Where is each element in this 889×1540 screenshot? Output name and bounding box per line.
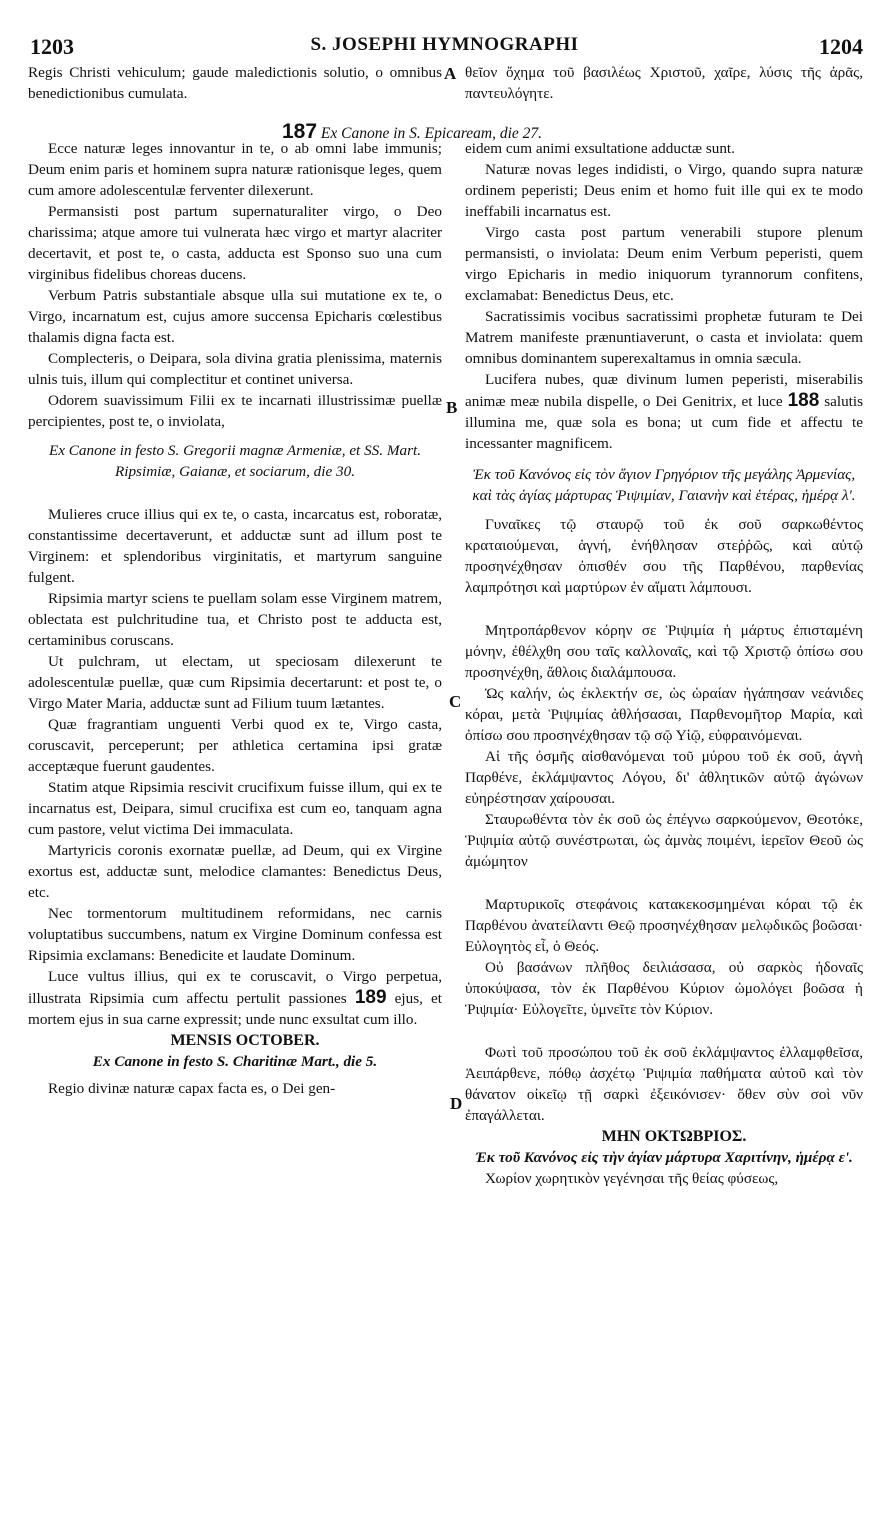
running-title: S. JOSEPHI HYMNOGRAPHI <box>310 34 579 55</box>
greek-section-title-charitina: Ἐκ τοῦ Κανόνος εἰς τὴν ἁγίαν μάρτυρα Χαριτίνην, ἡμέρᾳ ε'. <box>475 1149 853 1166</box>
margin-letter-a: A <box>444 64 457 83</box>
greek-paragraph: Σταυρωθέντα τὸν ἐκ σοῦ ὡς ἐπέγνω σαρκούμενον, Θεοτόκε, Ῥιψιμία αὐτῷ συνέστρωται, ὡς ἀμνὰς ποιμένι, ἱερεῖον Θεοῦ ὡς ἀμώμητον <box>465 811 863 870</box>
month-heading: MENSIS OCTOBER. <box>170 1032 320 1049</box>
paragraph: Naturæ novas leges indidisti, o Virgo, quando supra naturæ ordinem peperisti; Deus enim et homo fuit ille qui ex te modo ineffabili incarnatus est. <box>465 161 863 220</box>
left-intro: Regis Christi vehiculum; gaude maledictionis solutio, o omnibus benedictionibus cumulata. <box>28 64 442 102</box>
right-column <box>465 62 863 1189</box>
paragraph: Statim atque Ripsimia rescivit crucifixum fuisse illum, qui ex te incarnatus est, Deipara, simul crucifixa est cum eo, tanquam agna cum pastore, velut victima Dei immaculata. <box>28 779 442 838</box>
greek-paragraph: Αἱ τῆς ὀσμῆς αἰσθανόμεναι τοῦ μύρου τοῦ ἐκ σοῦ, ἁγνὴ Παρθένε, ἐκλάμψαντος Λόγου, δι' ἀθλητικῶν αὐτῷ ἀγώνων εὐηρέστησαν χαίρουσαι. <box>465 748 863 807</box>
page-header <box>0 34 889 60</box>
right-intro: θεῖον ὄχημα τοῦ βασιλέως Χριστοῦ, χαῖρε, λύσις τῆς ἀρᾶς, παντευλόγητε. <box>465 64 863 102</box>
paragraph: Ut pulchram, ut electam, ut speciosam dilexerunt te adolescentulæ puellæ, quæ cum Ripsimia decertarunt: et post te, o Virgo Mater Maria, adductæ sunt ad Filium tuum lætantes. <box>28 653 442 712</box>
greek-month-heading: ΜΗΝ ΟΚΤΩΒΡΙΟΣ. <box>601 1128 747 1145</box>
paragraph-text: Lucifera nubes, quæ divinum lumen peperisti, miserabilis animæ meæ nubila dispelle, o Dei Genitrix, et luce <box>465 371 863 410</box>
paragraph-text: Luce vultus illius, qui ex te coruscavit, o Virgo perpetua, illustrata Ripsimia cum affectu pertulit passiones <box>28 968 442 1007</box>
paragraph: Martyricis coronis exornatæ puellæ, ad Deum, qui ex Virgine exortus est, adductæ sunt, melodice clamantes: Benedictus Deus, etc. <box>28 842 442 901</box>
paragraph: Verbum Patris substantiale absque ulla sui mutatione ex te, o Virgo, incarnatum est, cujus amore succensa Epicharis cœlestibus thalamis digna facta est. <box>28 287 442 346</box>
margin-letter-b: B <box>446 398 458 417</box>
paragraph: Ripsimia martyr sciens te puellam solam esse Virginem matrem, oblectata est pulchritudine tua, et Christo post te adducta est, certaminibus coruscans. <box>28 590 442 649</box>
section-title-charitina: Ex Canone in festo S. Charitinæ Mart., die 5. <box>92 1053 378 1070</box>
section-title-gregorius: Ex Canone in festo S. Gregorii magnæ Armeniæ, et SS. Mart. Ripsimiæ, Gaianæ, et sociarum, die 30. <box>48 442 422 480</box>
paragraph: Nec tormentorum multitudinem reformidans, nec carnis voluptatibus succumbens, natum ex Virgine Dominum confessa est Ripsimia exclamans: Benedicite et laudate Dominum. <box>28 905 442 964</box>
left-column <box>28 62 442 1099</box>
paragraph: Regio divinæ naturæ capax facta es, o Dei gen- <box>48 1080 336 1097</box>
paragraph: Sacratissimis vocibus sacratissimi prophetæ futuram te Dei Matrem manifeste prænuntiaverunt, o casta et inviolata: quem omnibus dominantem superexaltamus in omnia sæcula. <box>465 308 863 367</box>
paragraph: Ecce naturæ leges innovantur in te, o ab omni labe immunis; Deum enim paris et hominem supra naturæ rationisque leges, quem cum amore adolescentulæ ferventer dilexerunt. <box>28 140 442 199</box>
paragraph-text: salutis illumina me, quæ sola es bona; ut cum fide et affectu te incessanter magnificem. <box>465 393 864 452</box>
greek-paragraph: Χωρίον χωρητικὸν γεγένησαι τῆς θείας φύσεως, <box>485 1170 779 1187</box>
paragraph: eidem cum animi exsultatione adductæ sunt. <box>465 140 735 157</box>
greek-paragraph: Μαρτυρικοῖς στεφάνοις κατακεκοσμημέναι κόραι τῷ ἐκ Παρθένου ἀνατείλαντι Θεῷ προσηνέχθησαν μελῳδικῶς βοῶσαι· Εὐλογητὸς εἶ, ὁ Θεός. <box>465 896 863 955</box>
paragraph <box>28 966 442 1030</box>
paragraph: Complecteris, o Deipara, sola divina gratia plenissima, maternis ulnis tuis, illum qui complectitur et continet universa. <box>28 350 442 388</box>
greek-paragraph: Γυναῖκες τῷ σταυρῷ τοῦ ἐκ σοῦ σαρκωθέντος κραταιούμεναι, ἁγνή, ἐνήθλησαν στεῤῥῶς, καὶ αὐτῷ προσηνέχθησαν ὀπισθέν σου τῆς Παρθένου, παρθενίας λαμπρότησι καὶ μαρτύρων ἐν αἵματι λάμπουσι. <box>465 516 863 596</box>
paragraph <box>465 369 863 454</box>
section-heading-text: Ex Canone in S. Epicaream, die 27. <box>320 125 543 142</box>
paragraph: Quæ fragrantiam unguenti Verbi quod ex te, Virgo casta, coruscavit, perceperunt; per athletica certamina ipsi gratæ acceptæque fuerunt gaudentes. <box>28 716 442 775</box>
paragraph: Mulieres cruce illius qui ex te, o casta, incarcatus est, roboratæ, constantissime decertaverunt, et adductæ sunt ad illum post te Virginem: et splendoribus virginitatis, et martyrum sanguine fulgent. <box>28 506 442 586</box>
greek-paragraph: Μητροπάρθενον κόρην σε Ῥιψιμία ἡ μάρτυς ἐπισταμένη μόνην, ἐθέλχθη σου ταῖς καλλοναῖς, καὶ τῷ Χριστῷ ὀπίσω σου προσηνέχθη, ἄθλοις διαλάμπουσα. <box>465 622 863 681</box>
left-page-number: 1203 <box>30 34 74 59</box>
paragraph: Odorem suavissimum Filii ex te incarnati illustrissimæ puellæ percipientes, post te, o inviolata, <box>28 392 442 430</box>
column-number-187: 187 <box>282 120 318 143</box>
column-number-188: 188 <box>787 390 820 411</box>
column-number-189: 189 <box>354 987 387 1008</box>
paragraph: Permansisti post partum supernaturaliter virgo, o Deo charissima; atque amore tui vulnerata hæc virgo et martyr alacriter decertavit, et post te, o casta, adducta est Sponso suo una cum virginibus fidelibus choreas ducens. <box>28 203 442 283</box>
right-page-number: 1204 <box>819 34 863 59</box>
greek-paragraph: Ὡς καλήν, ὡς ἐκλεκτήν σε, ὡς ὡραίαν ἠγάπησαν νεάνιδες κόραι, μετὰ Ῥιψιμίας ἀθλήσασαι, Παρθενομῆτορ Μαρία, καὶ ὀπίσω σου προσηνέχθησαν τῷ σῷ Υἱῷ, εὐφραινόμεναι. <box>465 685 863 744</box>
greek-paragraph: Φωτὶ τοῦ προσώπου τοῦ ἐκ σοῦ ἐκλάμψαντος ἐλλαμφθεῖσα, Ἀειπάρθενε, πόθῳ ἀσχέτῳ Ῥιψιμία παθήματα αὐτοῦ καὶ τὸν θάνατον οἰκεῖῳ τῇ σαρκὶ ἐξεικόνισεν· ὅθεν σὺν σοὶ νῦν ἐπαγάλλεται. <box>465 1044 863 1124</box>
greek-paragraph: Οὐ βασάνων πλῆθος δειλιάσασα, οὐ σαρκὸς ἡδοναῖς ὑποκύψασα, τὸν ἐκ Παρθένου Κύριον ὡμολόγει βοῶσα ἡ Ῥιψιμία· Εὐλογεῖτε, ὑμνεῖτε τὸν Κύριον. <box>465 959 863 1018</box>
greek-section-title: Ἐκ τοῦ Κανόνος εἰς τὸν ἅγιον Γρηγόριον τῆς μεγάλης Ἀρμενίας, καὶ τὰς ἁγίας μάρτυρας Ῥιψιμίαν, Γαιανὴν καὶ ἑτέρας, ἡμέρᾳ λ'. <box>472 466 856 504</box>
paragraph-text: ejus, et mortem ejus in sua carne expressit; unde nunc exsultat cum illo. <box>28 990 442 1028</box>
margin-letter-d: D <box>450 1094 463 1113</box>
paragraph: Virgo casta post partum venerabili stupore plenum permansisti, o inviolata: Deum enim Verbum peperisti, quem virgo Epicharis in medio iniquorum tyrannorum confitens, exclamabat: Benedictus Deus, etc. <box>465 224 863 304</box>
margin-letter-c: C <box>449 692 462 711</box>
